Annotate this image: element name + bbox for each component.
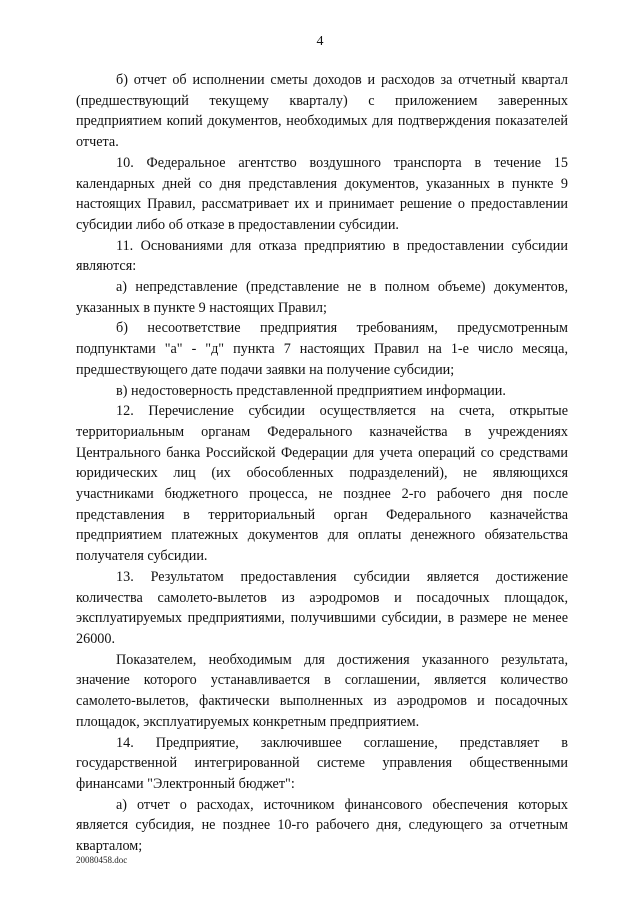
paragraph-10: 10. Федеральное агентство воздушного транспорта в течение 15 календарных дней со дня представления документов, указанных в пункте 9 настоящих Правил, рассматривает их и принимает решение о предоставлении субсидии либо об отказе в предоставлении субсидии. [76, 154, 568, 233]
paragraph-11-v: в) недостоверность представленной предприятием информации. [116, 382, 506, 399]
paragraph-12: 12. Перечисление субсидии осуществляется на счета, открытые территориальным органам Федерального казначейства в учреждениях Центрального банка Российской Федерации для учета операций со средствами юридических лиц (их обособленных подразделений), не являющихся участниками бюджетного процесса, не позднее 2-го рабочего дня после представления в территориальный орган Федерального казначейства предприятием платежных документов для оплаты денежного обязательства получателя субсидии. [76, 403, 568, 565]
paragraph-indicator: Показателем, необходимым для достижения указанного результата, значение которого устанавливается в соглашении, является количество самолето-вылетов, фактически выполненных из аэродромов и посадочных площадок, эксплуатируемых конкретным предприятием. [76, 651, 568, 730]
paragraph-11: 11. Основаниями для отказа предприятию в предоставлении субсидии являются: [76, 237, 568, 275]
paragraph-14-a: а) отчет о расходах, источником финансового обеспечения которых является субсидия, не позднее 10-го рабочего дня, следующего за отчетным кварталом; [76, 796, 568, 855]
paragraph-11-b: б) несоответствие предприятия требованиям, предусмотренным подпунктами "а" - "д" пункта 7 настоящих Правил на 1-е число месяца, предшествующего дате подачи заявки на получение субсидии; [76, 320, 568, 378]
page-number: 4 [316, 34, 324, 49]
paragraph-report-b: б) отчет об исполнении сметы доходов и расходов за отчетный квартал (предшествующий текущему кварталу) с приложением заверенных предприятием копий документов, необходимых для подтверждения показателей отчета. [76, 72, 568, 151]
paragraph-11-a: а) непредставление (представление не в полном объеме) документов, указанных в пункте 9 настоящих Правил; [76, 279, 568, 316]
footer-document-code: 20080458.doc [76, 855, 128, 865]
paragraph-13: 13. Результатом предоставления субсидии является достижение количества самолето-вылетов из аэродромов и посадочных площадок, эксплуатируемых предприятиями, получившими субсидии, в размере не менее 26000. [76, 568, 568, 647]
paragraph-14: 14. Предприятие, заключившее соглашение, представляет в государственной интегрированной системе управления общественными финансами "Электронный бюджет": [76, 734, 568, 792]
document-body [76, 70, 568, 857]
